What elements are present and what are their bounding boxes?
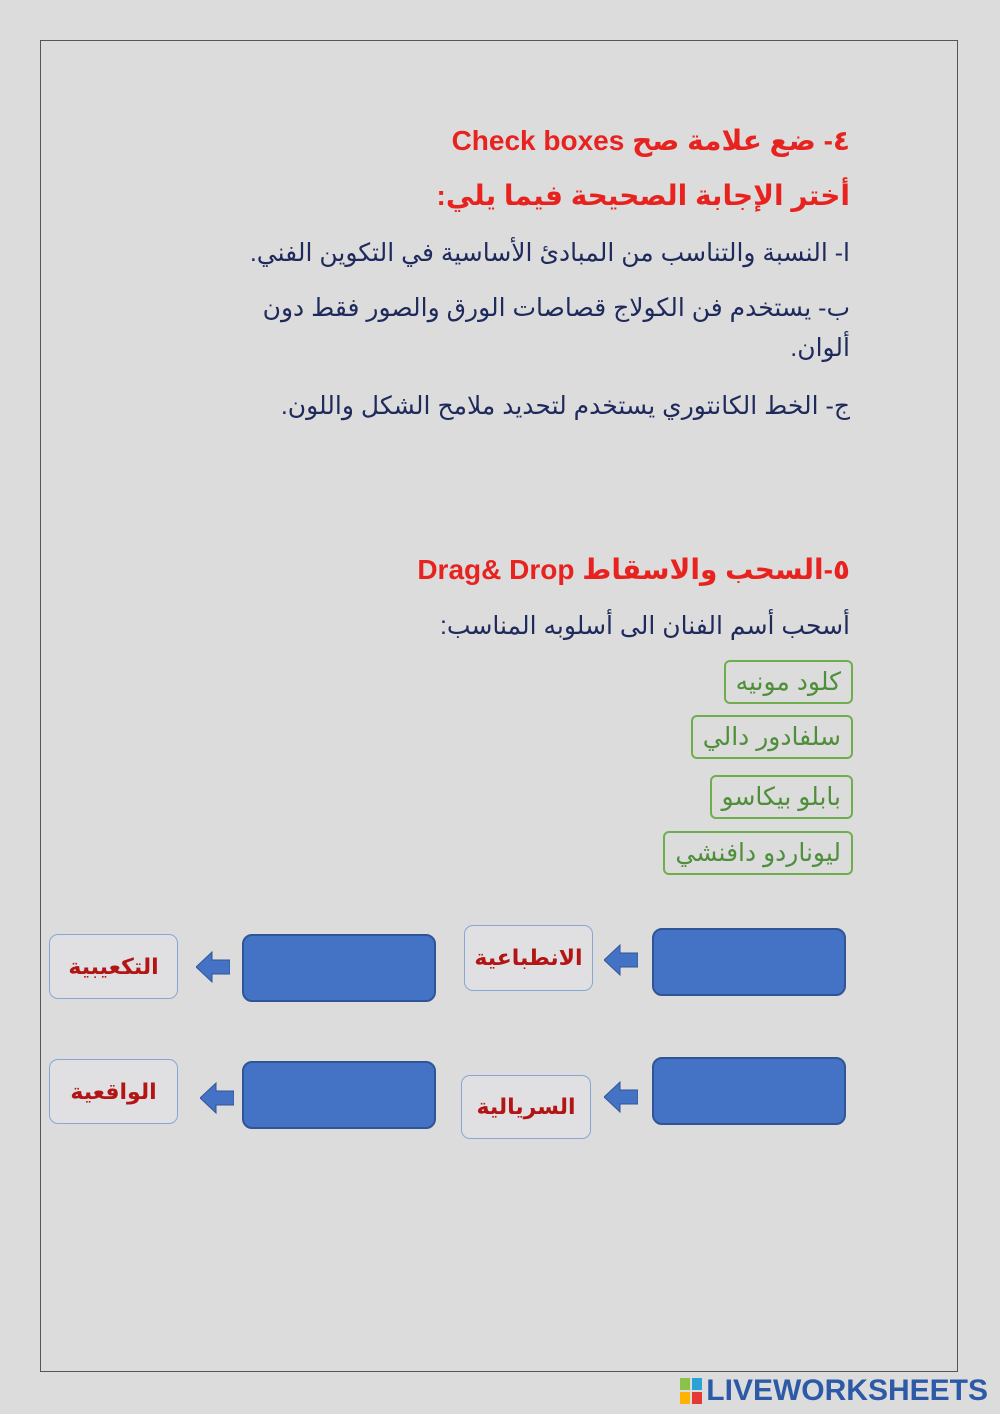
liveworksheets-logo-icon	[680, 1378, 702, 1404]
artist-card-monet[interactable]: كلود مونيه	[724, 660, 853, 704]
section5-title: ٥-السحب والاسقاط Drag& Drop	[417, 554, 850, 585]
style-label-impressionism: الانطباعية	[464, 925, 593, 991]
statement-a[interactable]: ا- النسبة والتناسب من المبادئ الأساسية في التكوين الفني.	[249, 239, 850, 267]
style-label-realism: الواقعية	[49, 1059, 178, 1124]
section5-instruction: أسحب أسم الفنان الى أسلوبه المناسب:	[439, 612, 850, 640]
style-label-surrealism: السريالية	[461, 1075, 591, 1139]
drop-zone-realism[interactable]	[242, 1061, 436, 1129]
arrow-left-icon	[196, 950, 230, 984]
drop-zone-cubism[interactable]	[242, 934, 436, 1002]
brand-logo	[680, 1374, 988, 1408]
artist-card-picasso[interactable]: بابلو بيكاسو	[710, 775, 853, 819]
section4-instruction: أختر الإجابة الصحيحة فيما يلي:	[436, 180, 850, 211]
drop-zone-surrealism[interactable]	[652, 1057, 846, 1125]
arrow-left-icon	[200, 1081, 234, 1115]
statement-c[interactable]: ج- الخط الكانتوري يستخدم لتحديد ملامح الشكل واللون.	[280, 392, 850, 420]
section4-title: ٤- ضع علامة صح Check boxes	[451, 125, 850, 156]
brand-name: LIVEWORKSHEETS	[706, 1374, 988, 1407]
arrow-left-icon	[604, 943, 638, 977]
artist-card-dali[interactable]: سلفادور دالي	[691, 715, 853, 759]
artist-card-davinci[interactable]: ليوناردو دافنشي	[663, 831, 853, 875]
arrow-left-icon	[604, 1080, 638, 1114]
drop-zone-impressionism[interactable]	[652, 928, 846, 996]
statement-b[interactable]: ب- يستخدم فن الكولاج قصاصات الورق والصور فقط دون ألوان.	[262, 294, 850, 362]
style-label-cubism: التكعيبية	[49, 934, 178, 999]
